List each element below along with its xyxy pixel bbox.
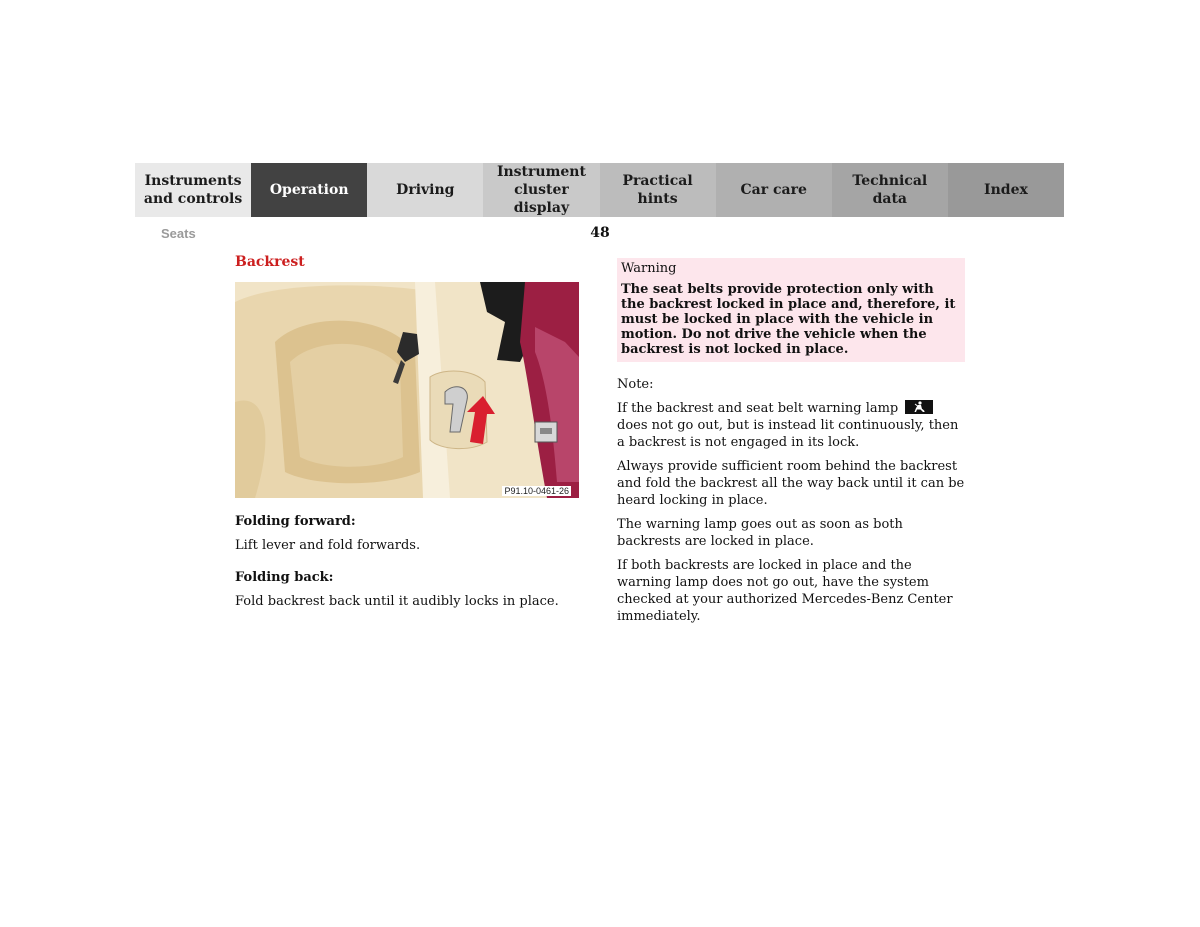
tab-index[interactable]: Index xyxy=(948,163,1064,217)
note-label: Note: xyxy=(617,377,654,392)
note-paragraph-4: If both backrests are locked in place and the warning lamp does not go out, have the system checked at your authorized Mercedes-Benz Center immediately. xyxy=(617,558,953,624)
folding-forward-heading: Folding forward: xyxy=(235,514,356,529)
tab-practical-hints[interactable]: Practical hints xyxy=(600,163,716,217)
tab-technical-data[interactable]: Technical data xyxy=(832,163,948,217)
warning-text: The seat belts provide protection only with the backrest locked in place and, therefore, it must be locked in place with the vehicle in motion. Do not drive the vehicle when the backrest is not locked in place. xyxy=(621,282,956,357)
folding-back-text: Fold backrest back until it audibly locks in place. xyxy=(235,594,559,609)
figure-code: P91.10-0461-26 xyxy=(504,486,569,496)
tab-driving[interactable]: Driving xyxy=(367,163,483,217)
seat-belt-warning-lamp-icon xyxy=(905,400,933,414)
note-paragraph-lamp xyxy=(617,400,965,451)
tab-operation[interactable]: Operation xyxy=(251,163,367,217)
tab-car-care[interactable]: Car care xyxy=(716,163,832,217)
folding-forward-text: Lift lever and fold forwards. xyxy=(235,538,421,553)
note-p1-after: does not go out, but is instead lit continuously, then a backrest is not engaged in its lock. xyxy=(617,418,959,450)
backrest-illustration xyxy=(235,282,579,498)
warning-box xyxy=(617,258,965,362)
chapter-navigation xyxy=(135,163,1064,217)
note-paragraph-3: The warning lamp goes out as soon as both backrests are locked in place. xyxy=(617,517,903,549)
tab-instruments-and-controls[interactable]: Instruments and controls xyxy=(135,163,251,217)
folding-back-heading: Folding back: xyxy=(235,570,334,585)
warning-title: Warning xyxy=(621,261,677,276)
note-paragraph-2: Always provide sufficient room behind the backrest and fold the backrest all the way back until it can be heard locking in place. xyxy=(617,459,965,508)
page-number: 48 xyxy=(590,225,610,241)
tab-instrument-cluster-display[interactable]: Instrument cluster display xyxy=(483,163,599,217)
section-label: Seats xyxy=(161,226,196,241)
right-column xyxy=(617,258,965,632)
note-p1-before: If the backrest and seat belt warning lamp xyxy=(617,401,899,416)
backrest-illustration-drawing xyxy=(235,282,579,498)
section-title: Backrest xyxy=(235,254,305,270)
left-column xyxy=(235,254,580,618)
